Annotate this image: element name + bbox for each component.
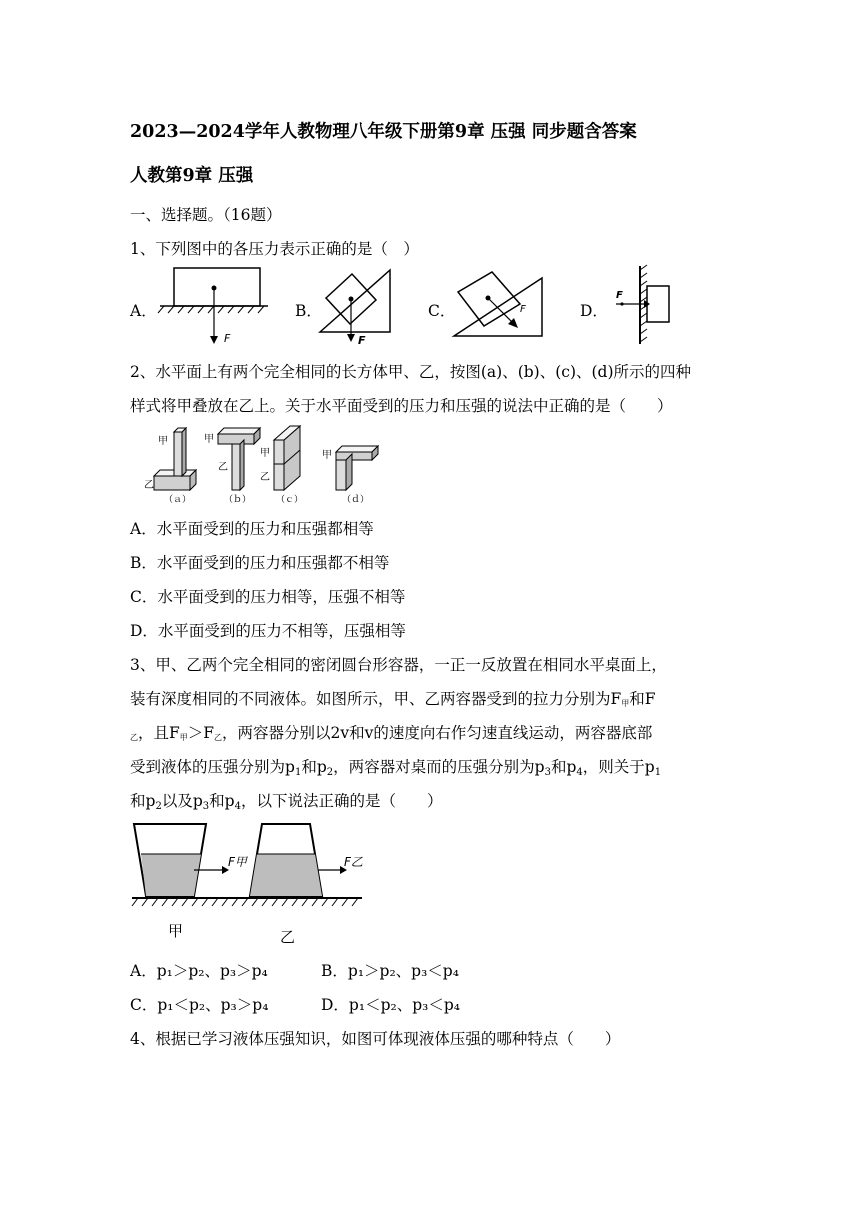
q3-stem-line3 [130,721,652,743]
q1-b-force-label: F [358,334,366,347]
q3-line5-c: 和p [209,792,235,810]
q3-line3-sub2: 甲 [179,733,188,742]
q2-label-c: （ｃ） [276,495,304,504]
q3-line5-d: ，以下说法正确的是（ ） [240,792,443,810]
q1-a-force-label: F [224,332,231,345]
q3-line3-a: ，且F [138,724,180,742]
q3-line4-b: 和p [301,758,327,776]
q3-line3-c: ，两容器分别以2v和v的速度向右作匀速直线运动，两容器底部 [222,724,653,742]
q3-option-d: D．p₁＜p₂、p₃＜p₄ [321,996,460,1014]
q1-figure-d [616,265,669,344]
q3-line4-s3: 3 [544,767,551,778]
q3-force-jia-label: F甲 [228,855,247,869]
q4-stem: 4、根据已学习液体压强知识，如图可体现液体压强的哪种特点（ ） [130,1030,621,1048]
q3-force-yi-label: F乙 [344,855,363,869]
q3-option-a: A．p₁＞p₂、p₃＞p₄ [130,962,268,980]
document-title: 2023—2024学年人教物理八年级下册第9章 压强 同步题含答案 [130,122,637,142]
q2-b-jia-label: 甲 [204,434,214,445]
q3-option-c: C．p₁＜p₂、p₃＞p₄ [130,996,269,1014]
q2-option-d: D．水平面受到的压力不相等，压强相等 [130,622,406,640]
q2-figure-b [218,428,260,490]
q2-d-jia-label: 甲 [322,450,332,461]
section-heading: 一、选择题。（16题） [130,206,282,224]
q3-line4-a: 受到液体的压强分别为p [130,758,295,776]
q2-figures [140,422,390,504]
q3-line5-s2: 2 [155,801,162,812]
q2-c-yi-label: 乙 [260,472,270,483]
q1-figures [150,264,680,350]
q2-a-yi-label: 乙 [144,480,154,491]
q1-figure-a [158,268,268,345]
q2-stem-line2: 样式将甲叠放在乙上。关于水平面受到的压力和压强的说法中正确的是（ ） [130,397,673,415]
q1-figure-c [454,272,542,336]
q2-option-a: A．水平面受到的压力和压强都相等 [130,520,374,538]
q3-stem-line2 [130,687,656,709]
q1-option-d-label: D． [580,302,608,320]
q2-b-yi-label: 乙 [218,462,228,473]
q1-c-force-label: F [520,304,526,315]
q2-option-b: B．水平面受到的压力和压强都不相等 [130,554,390,572]
q2-figure-c [274,426,300,490]
q3-figure [130,818,370,948]
q3-line4-e: ，则关于p [582,758,655,776]
q2-label-b: （ｂ） [224,495,252,504]
q2-a-jia-label: 甲 [158,436,168,447]
q3-stem-line4 [130,755,661,778]
q3-line2-sub: 甲 [621,699,630,708]
q3-container-jia-label: 甲 [168,922,184,940]
q3-line3-sub3: 乙 [214,733,223,742]
q2-label-a: （ａ） [164,495,192,504]
q3-line5-b: 以及p [161,792,203,810]
q1-option-a-label: A． [130,302,157,320]
q3-container-yi-label: 乙 [280,928,296,946]
q3-stem-line5 [130,789,442,812]
q1-stem: 1、下列图中的各压力表示正确的是（ ） [130,240,419,258]
q3-line4-s1b: 1 [654,767,662,778]
q3-line2-text: 装有深度相同的不同液体。如图所示，甲、乙两容器受到的拉力分别为F [130,690,622,708]
q3-line5-s4: 4 [234,801,241,812]
q1-option-b-label: B． [295,302,322,320]
q2-figure-d [336,446,378,490]
q3-line5-a: 和p [130,792,156,810]
q3-line3-b: ＞F [187,724,215,742]
q3-line2-tail: 和F [629,690,656,708]
q3-line4-c: ，两容器对桌而的压强分别为p [333,758,545,776]
q1-option-c-label: C． [428,302,456,320]
q2-label-d: （ｄ） [342,495,370,504]
q3-line4-s1: 1 [294,767,302,778]
q3-line4-s4: 4 [576,767,583,778]
q3-line4-d: 和p [550,758,577,776]
q1-figure-b [320,270,390,347]
q3-option-b: B．p₁＞p₂、p₃＜p₄ [321,962,459,980]
q3-line4-s2: 2 [326,767,334,778]
q2-stem-line1: 2、水平面上有两个完全相同的长方体甲、乙，按图(a)、(b)、(c)、(d)所示的四种 [130,363,692,381]
q3-line5-s3: 3 [202,801,210,812]
chapter-subtitle: 人教第9章 压强 [130,166,254,186]
q3-stem-line1: 3、甲、乙两个完全相同的密闭圆台形容器，一正一反放置在相同水平桌面上， [130,656,667,674]
q1-d-force-label: F [616,290,623,301]
q3-line3-sub1: 乙 [130,733,138,742]
q2-option-c: C．水平面受到的压力相等，压强不相等 [130,588,406,606]
q2-c-jia-label: 甲 [260,448,270,459]
